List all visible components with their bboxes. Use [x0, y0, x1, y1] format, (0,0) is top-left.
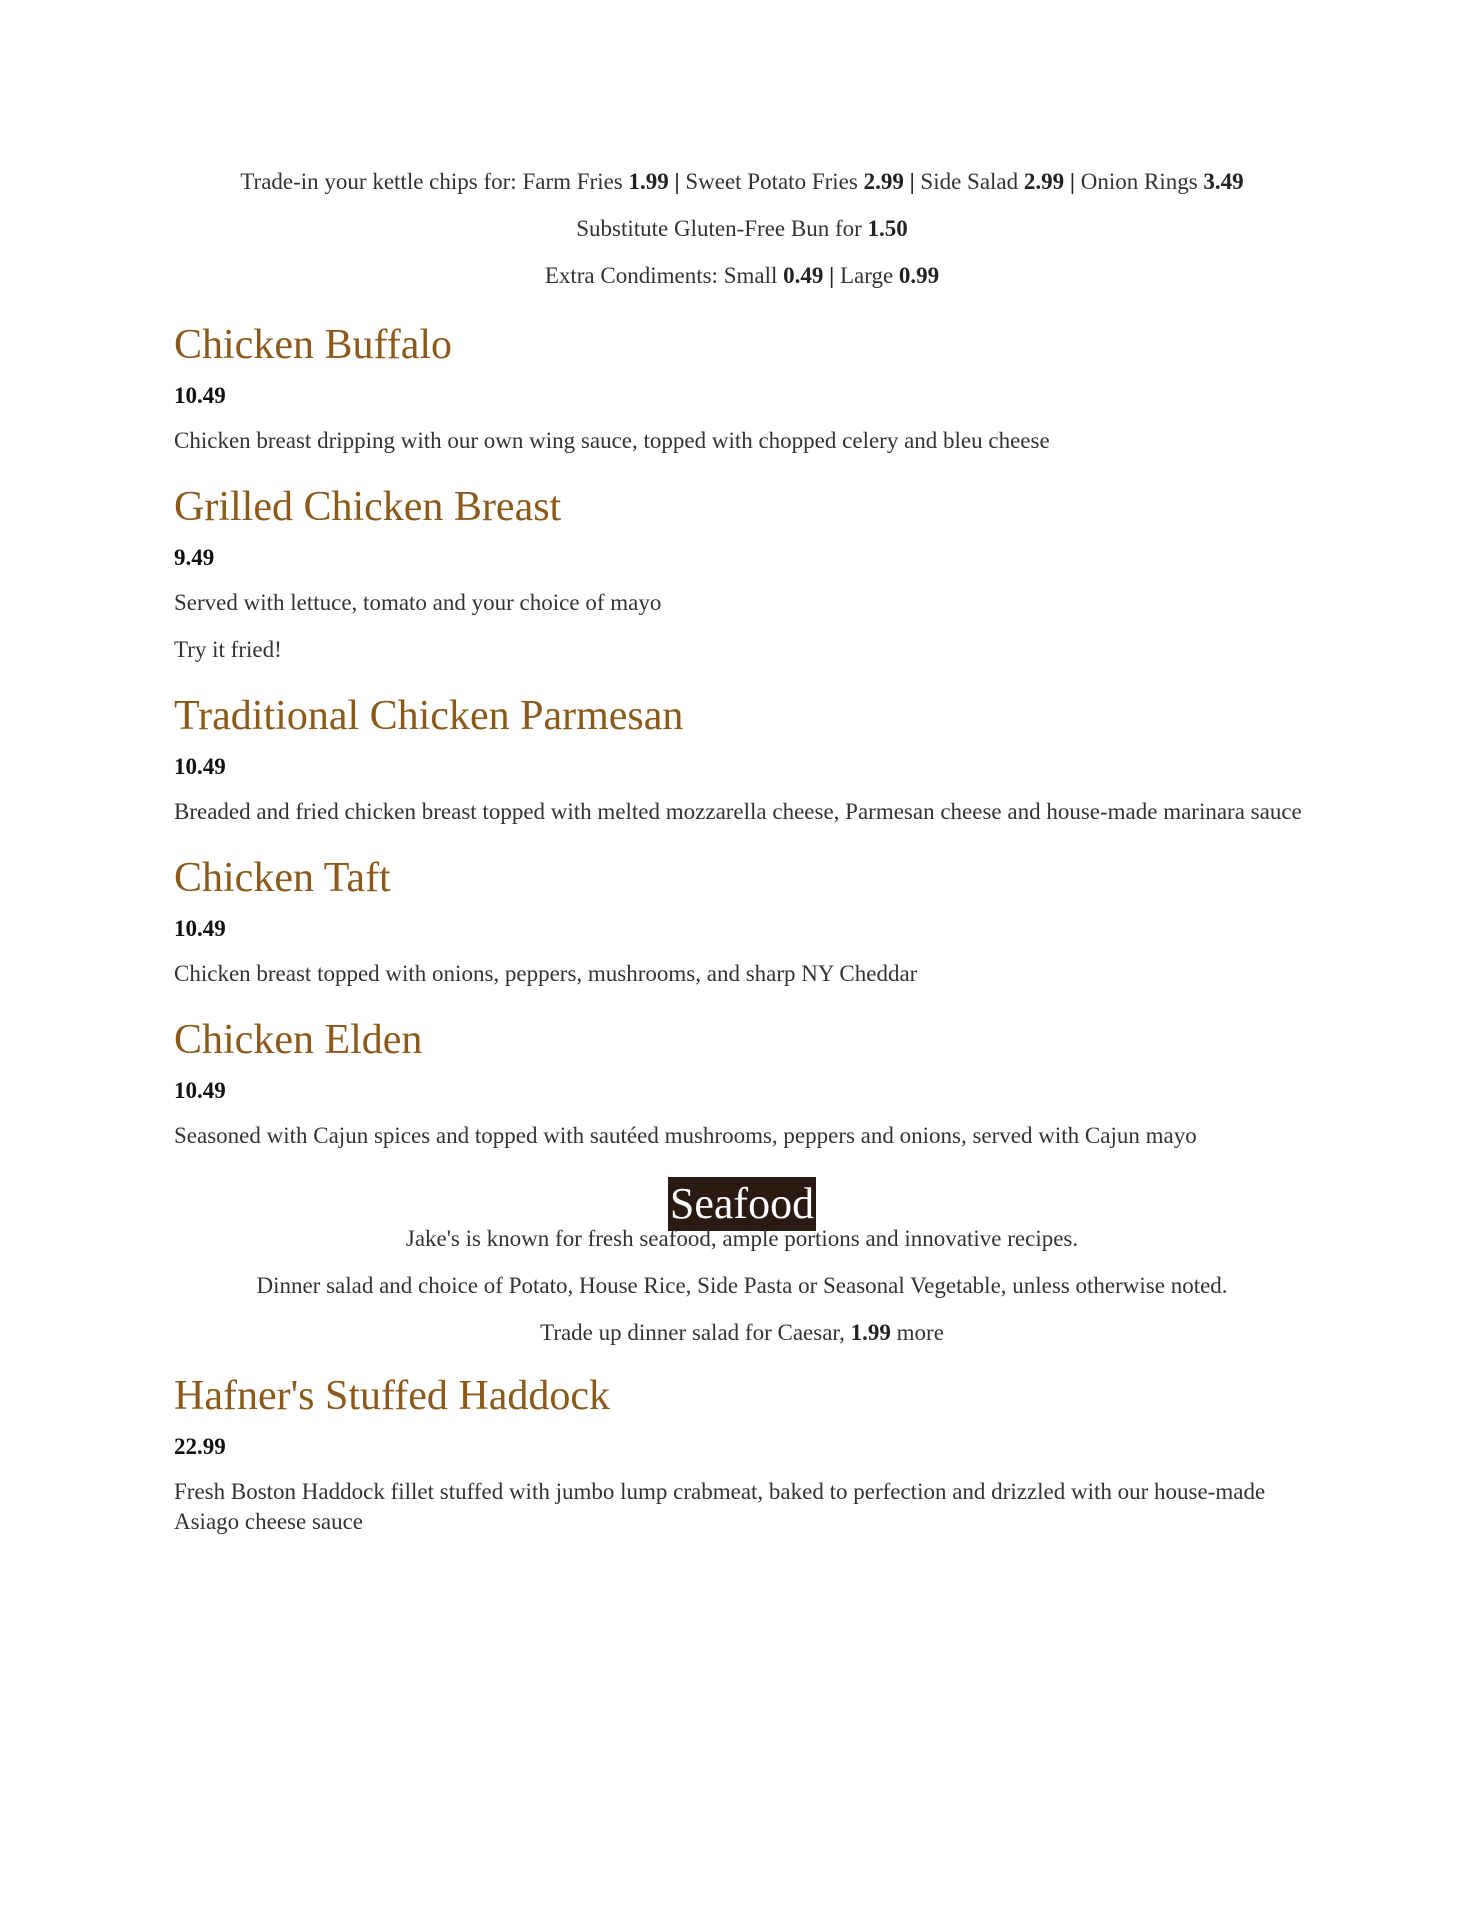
item-name: Chicken Elden	[174, 1017, 423, 1063]
menu-item	[174, 482, 1310, 665]
item-description: Seasoned with Cajun spices and topped with sautéed mushrooms, peppers and onions, served with Cajun mayo	[174, 1123, 1197, 1148]
trade-in-option-name: Sweet Potato Fries	[685, 169, 864, 194]
gluten-free-text: Substitute Gluten-Free Bun for	[576, 216, 868, 241]
seafood-intro-text: Jake's is known for fresh seafood, ample portions and innovative recipes.	[405, 1226, 1079, 1251]
item-description: Served with lettuce, tomato and your choice of mayo	[174, 590, 662, 615]
item-name: Chicken Buffalo	[174, 322, 453, 368]
trade-in-option-price: 1.99	[628, 169, 669, 194]
item-price: 10.49	[174, 1078, 226, 1103]
menu-page	[174, 168, 1310, 1537]
trade-in-option-price: 2.99	[863, 169, 904, 194]
separator: |	[1069, 169, 1075, 194]
menu-item	[174, 853, 1310, 989]
condiments-line	[174, 262, 1310, 290]
item-name: Chicken Taft	[174, 855, 391, 901]
menu-item	[174, 1015, 1310, 1151]
item-price: 10.49	[174, 383, 226, 408]
item-description: Breaded and fried chicken breast topped with melted mozzarella cheese, Parmesan cheese and house-made marinara sauce	[174, 799, 1302, 824]
item-description: Chicken breast dripping with our own wing sauce, topped with chopped celery and bleu cheese	[174, 428, 1050, 453]
seafood-sides	[174, 1272, 1310, 1300]
seafood-sides-text: Dinner salad and choice of Potato, House Rice, Side Pasta or Seasonal Vegetable, unless otherwise noted.	[256, 1273, 1228, 1298]
condiments-large-price: 0.99	[898, 263, 940, 288]
trade-in-option-name: Onion Rings	[1080, 169, 1204, 194]
item-note: Try it fried!	[174, 637, 282, 662]
seafood-intro	[174, 1225, 1310, 1253]
condiments-lead: Extra Condiments:	[544, 263, 724, 288]
condiments-small-price: 0.49	[783, 263, 824, 288]
section-title: Seafood	[668, 1177, 816, 1231]
menu-item	[174, 320, 1310, 456]
trade-up-price: 1.99	[850, 1320, 891, 1345]
gluten-free-line	[174, 215, 1310, 243]
item-price: 10.49	[174, 916, 226, 941]
separator: |	[829, 263, 835, 288]
item-price: 22.99	[174, 1434, 226, 1459]
gluten-free-price: 1.50	[867, 216, 908, 241]
seafood-trade-up	[174, 1319, 1310, 1347]
item-name: Grilled Chicken Breast	[174, 484, 562, 530]
separator: |	[674, 169, 680, 194]
trade-up-suffix: more	[890, 1320, 944, 1345]
menu-item	[174, 1371, 1310, 1537]
trade-in-option-name: Side Salad	[920, 169, 1024, 194]
trade-in-line	[174, 168, 1310, 196]
trade-in-option-name: Farm Fries	[522, 169, 629, 194]
menu-item	[174, 691, 1310, 827]
separator: |	[909, 169, 915, 194]
item-name: Traditional Chicken Parmesan	[174, 693, 684, 739]
item-description: Fresh Boston Haddock fillet stuffed with jumbo lump crabmeat, baked to perfection and drizzled with our house-made Asiago cheese sauce	[174, 1479, 1266, 1534]
condiments-large-label: Large	[839, 263, 899, 288]
condiments-small-label: Small	[723, 263, 784, 288]
trade-in-option-price: 3.49	[1203, 169, 1244, 194]
trade-in-lead: Trade-in your kettle chips for:	[240, 169, 523, 194]
item-name: Hafner's Stuffed Haddock	[174, 1373, 610, 1419]
trade-up-text: Trade up dinner salad for Caesar,	[540, 1320, 851, 1345]
item-description: Chicken breast topped with onions, peppers, mushrooms, and sharp NY Cheddar	[174, 961, 918, 986]
item-price: 10.49	[174, 754, 226, 779]
item-price: 9.49	[174, 545, 215, 570]
seafood-section-header	[174, 1177, 1310, 1231]
trade-in-option-price: 2.99	[1023, 169, 1065, 194]
